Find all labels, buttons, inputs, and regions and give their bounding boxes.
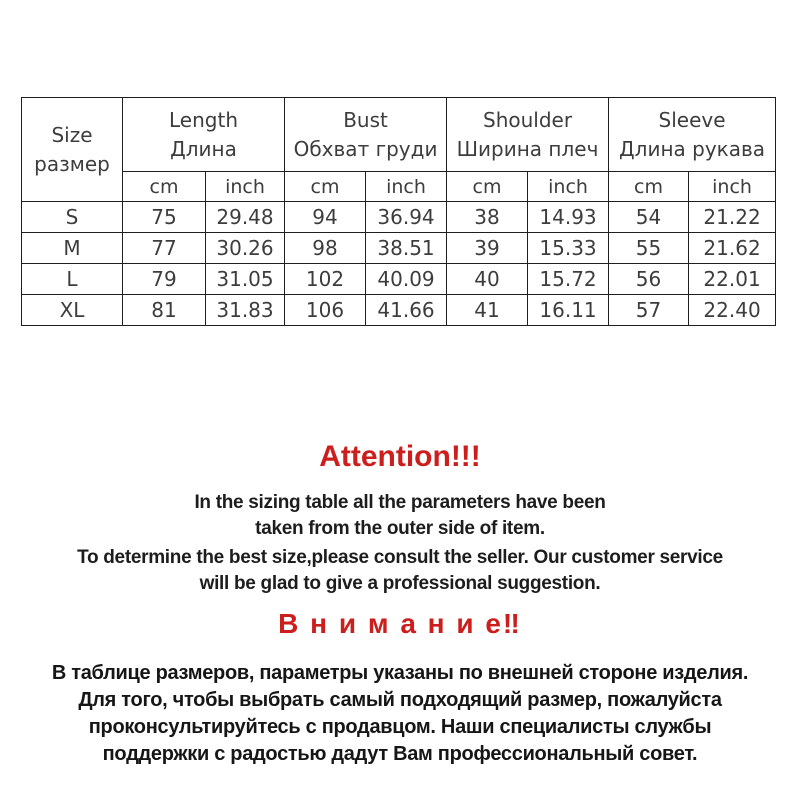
bust-cm-cell: 106 [285, 295, 366, 326]
vnimanie-text-line: Для того, чтобы выбрать самый подходящий размер, пожалуйста [78, 689, 722, 711]
shoulder-inch-cell: 15.33 [528, 233, 609, 264]
size-cell: S [22, 202, 123, 233]
bust-cm-cell: 102 [285, 264, 366, 295]
length-column-header-en: Length [169, 107, 238, 132]
vnimanie-text-line: поддержки с радостью дадут Вам профессиональный совет. [102, 743, 698, 765]
bust-inch-cell: 40.09 [366, 264, 447, 295]
size-column-header [22, 98, 123, 202]
length-inch-cell: 30.26 [206, 233, 285, 264]
table-units-row [22, 172, 776, 202]
bust-cm-cell: 98 [285, 233, 366, 264]
length-column-header-ru: Длина [170, 136, 237, 161]
length-inch-cell: 31.83 [206, 295, 285, 326]
sleeve-inch-cell: 22.01 [689, 264, 776, 295]
sleeve-cm-cell: 55 [609, 233, 689, 264]
table-row-m [22, 233, 776, 264]
bust-column-header-en: Bust [343, 107, 388, 132]
vnimanie-text-line: В таблице размеров, параметры указаны по внешней стороне изделия. [51, 662, 749, 684]
size-cell: M [22, 233, 123, 264]
length-cm-cell: 79 [123, 264, 206, 295]
shoulder-cm-cell: 39 [447, 233, 528, 264]
sleeve-cm-cell: 56 [609, 264, 689, 295]
sleeve-column-header-ru: Длина рукава [619, 136, 766, 161]
shoulder-cm-cell: 38 [447, 202, 528, 233]
bust-inch-cell: 36.94 [366, 202, 447, 233]
bust-inch-cell: 41.66 [366, 295, 447, 326]
length-cm-cell: 81 [123, 295, 206, 326]
shoulder-column-header-en: Shoulder [483, 107, 573, 132]
attention-text-line: taken from the outer side of item. [255, 518, 545, 539]
bust-cm-cell: 94 [285, 202, 366, 233]
sleeve-inch-header: inch [689, 172, 776, 202]
sleeve-cm-header: cm [609, 172, 689, 202]
shoulder-cm-cell: 40 [447, 264, 528, 295]
shoulder-inch-cell: 14.93 [528, 202, 609, 233]
table-row-s [22, 202, 776, 233]
vnimanie-title: В н и м а н и е‼ [278, 608, 522, 639]
bust-cm-header: cm [285, 172, 366, 202]
vnimanie-text-line: проконсультируйтесь с продавцом. Наши специалисты службы [88, 716, 712, 738]
sleeve-cm-cell: 54 [609, 202, 689, 233]
attention-title: Attention!!! [319, 440, 481, 473]
shoulder-inch-cell: 16.11 [528, 295, 609, 326]
consult-text-line: To determine the best size,please consult the seller. Our customer service [77, 547, 723, 568]
shoulder-inch-cell: 15.72 [528, 264, 609, 295]
length-inch-cell: 29.48 [206, 202, 285, 233]
table-row-l [22, 264, 776, 295]
consult-text-line: will be glad to give a professional suggestion. [199, 573, 601, 594]
length-cm-cell: 75 [123, 202, 206, 233]
bust-column-header [285, 98, 447, 172]
size-table [21, 97, 776, 326]
length-cm-cell: 77 [123, 233, 206, 264]
table-row-xl [22, 295, 776, 326]
size-column-header-en: Size [51, 122, 93, 147]
size-column-header-ru: размер [34, 151, 110, 176]
attention-text-line: In the sizing table all the parameters have been [194, 492, 606, 513]
sleeve-inch-cell: 21.22 [689, 202, 776, 233]
sleeve-inch-cell: 21.62 [689, 233, 776, 264]
length-cm-header: cm [123, 172, 206, 202]
sleeve-inch-cell: 22.40 [689, 295, 776, 326]
sleeve-column-header [609, 98, 776, 172]
size-cell: XL [22, 295, 123, 326]
size-cell: L [22, 264, 123, 295]
length-inch-cell: 31.05 [206, 264, 285, 295]
sleeve-cm-cell: 57 [609, 295, 689, 326]
bust-column-header-ru: Обхват груди [293, 136, 438, 161]
bust-inch-cell: 38.51 [366, 233, 447, 264]
length-column-header [123, 98, 285, 172]
shoulder-inch-header: inch [528, 172, 609, 202]
sleeve-column-header-en: Sleeve [658, 107, 726, 132]
shoulder-cm-header: cm [447, 172, 528, 202]
shoulder-column-header [447, 98, 609, 172]
bust-inch-header: inch [366, 172, 447, 202]
table-header-row [22, 98, 776, 172]
shoulder-column-header-ru: Ширина плеч [456, 136, 599, 161]
shoulder-cm-cell: 41 [447, 295, 528, 326]
length-inch-header: inch [206, 172, 285, 202]
